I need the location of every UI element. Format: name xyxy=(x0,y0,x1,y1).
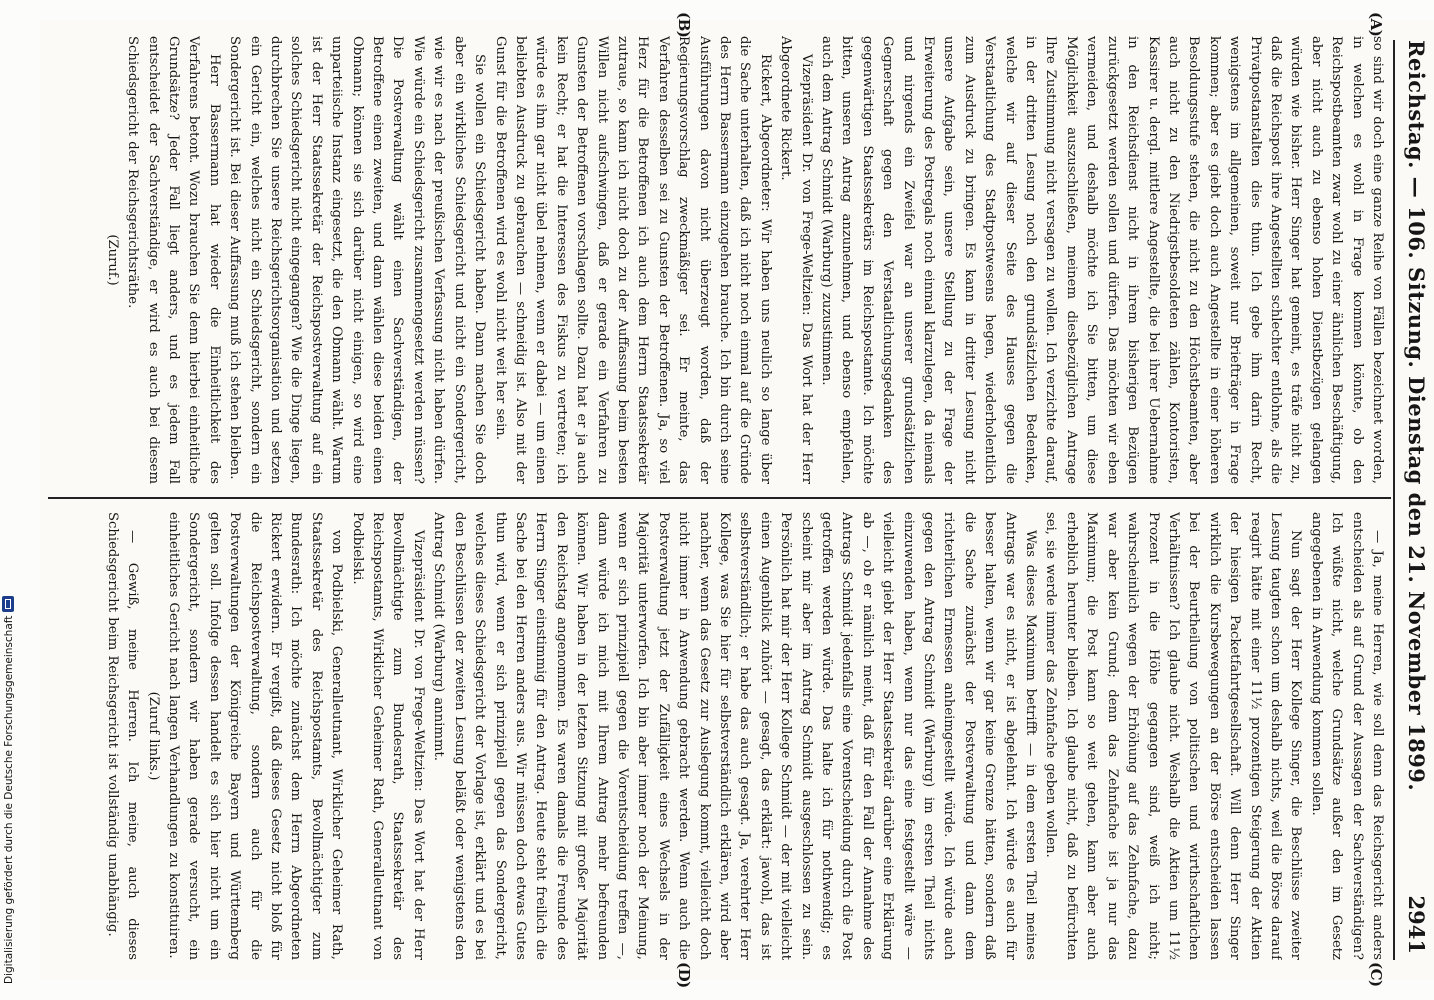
speaker-paragraph: Vizepräsident Dr. von Frege-Weltzien: Das Wort hat der Herr Abgeordnete Rickert. xyxy=(778,36,814,484)
paragraph: Nun sagt der Herr Kollege Singer, die Beschlüsse zweiter Lesung taugten schon um deshalb nichts, weil die Börse darauf reagirt hätte mit einer 11½ prozentigen Steigerung der Aktien der hiesigen Packetfahrtgesellschaft. Will denn Herr Singer wirklich die Kursbewegungen an der Börse entscheiden lassen bei der Beurtheilung von politischen und wirthschaftlichen Verhältnissen? Ich glaube nicht. Weshalb die Aktien um 11½ Prozent in die Höhe gegangen sind, weiß ich nicht; wahrscheinlich wegen der Erhöhung auf das Zehnfache, dazu war aber kein Grund; denn das Zehnfache ist ja nur das Maximum; die Post kann so weit gehen, kann aber auch erheblich herunter bleiben. Ich glaube nicht, daß zu befürchten sei, sie werde immer das Zehnfache geben wollen. xyxy=(1043,512,1304,960)
right-column xyxy=(50,512,1387,960)
digitization-credit xyxy=(0,0,18,1000)
margin-letter-d: (D) xyxy=(675,962,693,988)
paragraph: Herr Bassermann hat wieder die Einheitlichkeit des Verfahrens betont. Wozu brauchen Sie denn hierbei einheitliche Grundsätze? Jeder Fall liegt anders, und es jedem Fall entscheidet der Sachverständige, er wird es auch bei diesem Schiedsgericht der Reichsgerichtsräthe. xyxy=(125,36,222,484)
speaker-paragraph: von Podbielski, Generalleutnant, Wirklicher Geheimer Rath, Staatssekretär des Reichspostamts, Bevollmächtigter zum Bundesrath: Ich möchte zunächst dem Herrn Abgeordneten Rickert erwidern. Er vergißt, daß dieses Gesetz nicht bloß für die Reichspostverwaltung, sondern auch für die Postverwaltungen der Königreiche Bayern und Württemberg gelten soll. Infolge dessen handelt es sich hier nicht um ein Sondergericht, sondern wir haben gerade versucht, ein einheitliches Gericht nach langen Verhandlungen zu konstituiren. xyxy=(166,512,345,960)
speaker-paragraph: Vizepräsident Dr. von Frege-Weltzien: Das Wort hat der Herr Bevollmächtigte zum Bundesrath, Staatssekretär des Reichspostamts, Wirklicher Geheimer Rath, Generalleutnant von Podbielski. xyxy=(349,512,426,960)
paragraph: — Gewiß, meine Herren. Ich meine, auch dieses Schiedsgericht beim Reichsgericht ist vollständig unabhängig. xyxy=(104,512,141,960)
paragraph: Sie wollen ein Schiedsgericht haben. Dann machen Sie doch aber ein wirkliches Schiedsgericht und nicht ein Sondergericht, wie wir es nach der preußischen Verfassung nicht haben dürfen. Wie würde ein Schiedsgericht zusammengesetzt werden müssen? Die Postverwaltung wählt einen Sachverständigen, der Betroffene einen zweiten, und dann wählen diese beiden einen Obmann; können sie sich darüber nicht einigen, so wird eine unparteiische Instanz eingesetzt, die den Obmann wählt. Warum ist der Herr Staatssekretär der Reichspostverwaltung auf ein solches Schiedsgericht nicht eingegangen? Wie die Dinge liegen, durchbrechen Sie unsere Reichsgerichtsorganisation und setzen ein Gericht ein, welches nicht ein Schiedsgericht, sondern ein Sondergericht ist. Bei dieser Auffassung muß ich stehen bleiben. xyxy=(227,36,488,484)
column-divider xyxy=(48,497,1391,499)
speaker-paragraph: Rickert, Abgeordneter: Wir haben uns neulich so lange über die Sache unterhalten, daß ich nicht noch einmal auf die Gründe des Herrn Bassermann einzugehen brauche. Ich bin durch seine Ausführungen davon nicht überzeugt worden, daß der Regierungsvorschlag zweckmäßiger sei. Er meinte, das Verfahren desselben sei zu Gunsten der Betroffenen. Ja, so viel Herz für die Betroffenen ich auch dem Herrn Staatssekretär zutraue, so kann ich nicht doch zu der Auffassung beim besten Willen nicht aufschwingen, daß er gerade ein Verfahren zu Gunsten der Betroffenen vorschlagen sollte. Dazu hat er ja auch kein Recht; er hat die Interessen des Fiskus zu vertreten; ich würde es ihm gar nicht übel nehmen, wenn er dabei — um einen beliebten Ausdruck zu gebrauchen — schneidig ist. Also mit der Gunst für die Betroffenen wird es wohl nicht weit her sein. xyxy=(492,36,773,484)
page-number: 2941 xyxy=(1404,895,1429,954)
rotated-page-content xyxy=(40,12,1434,988)
paragraph: so sind wir doch eine ganze Reihe von Fällen bezeichnet worden, in welchen es wohl in Frage kommen könnte, ob den Reichspostbeamten zwar wohl zu einer ähnlichen Beschäftigung, aber nicht auch zu ebenso hohen Dienstbezügen gelangen würden wie bisher. Herr Singer hat gemeint, es träfe nicht zu, daß die Reichspost ihre Angestellten schlechter entlohne, als die Privatpostanstalten dies thun. Ich gebe ihm darin Recht, wenigstens im allgemeinen, soweit nur Briefträger in Frage kommen; aber es giebt doch auch Angestellte in einer höheren Besoldungsstufe stehen, die nicht zu den Höchstbeamten, aber auch nicht zu den Niedrigstbesoldeten zählen, Kontoristen, Kassirer u. dergl. mittlere Angestellte, die bei ihrer Uebernahme in den Reichsdienst nicht in ihrem bisherigen Bezügen zurückgesetzt werden sollen und dürfen. Das möchten wir eben vermeiden, und deshalb möchte ich Sie bitten, um diese Möglichkeit auszuschließen, meinem diesbezüglichen Antrage Ihre Zustimmung nicht versagen zu wollen. Ich verzichte darauf, in der dritten Lesung noch den grundsätzlichen Bedenken, welche wir auf dieser Seite des Hauses gegen die Verstaatlichung des Stadtpostwesens hegen, wiederholentlich zum Ausdruck zu bringen. Es kann in dritter Lesung nicht unsere Aufgabe sein, unsere Stellung zu der Frage der Erweiterung des Postregals noch einmal klarzulegen, da niemals und nirgends ein Zweifel war an unserer grundsätzlichen Gegnerschaft gegen den Verstaatlichungsgedanken des gegenwärtigen Staatssekretärs im Reichspostamte. Ich möchte bitten, unseren Antrag anzunehmen, und ebenso empfehlen, auch dem Antrag Schmidt (Warburg) zuzustimmen. xyxy=(819,36,1385,484)
credit-text: Digitalisierung gefördert durch die Deutsche Forschungsgemeinschaft xyxy=(3,615,15,984)
running-header xyxy=(1399,40,1433,960)
interjection: (Zuruf.) xyxy=(104,234,120,286)
header-rule xyxy=(1393,40,1395,960)
document-page xyxy=(40,12,1434,988)
margin-letter-a: (A) xyxy=(1367,12,1385,37)
paragraph: Was dieses Maximum betrifft — in dem ersten Theil meines Antrags war es nicht, er ist abgelehnt. Ich würde es auch für besser halten, wenn wir gar keine Grenze hätten, sondern daß die Sache zunächst der Postverwaltung und dann dem richterlichen Ermessen anheimgestellt würde. Ich würde auch gegen den Antrag Schmidt (Warburg) im ersten Theil nichts einzuwenden haben, wenn nur das eine festgestellt wäre — vielleicht giebt der Herr Staatssekretär darüber eine Erklärung ab —, ob er nämlich meint, daß für den Fall der Annahme des Antrags Schmidt jedenfalls eine Vorentscheidung durch die Post getroffen werden würde. Das halte ich für nothwendig; es scheint mir aber im Antrag Schmidt ausgeschlossen zu sein. Persönlich hat mir der Herr Kollege Schmidt — der mit vielleicht einen Augenblick zuhört — gesagt, das erklärt: jawohl, das ist selbstverständlich; er habe das auch gesagt. Ja, verehrter Herr Kollege, was Sie hier für selbstverständlich erklären, wird aber nachher, wenn das Gesetz zur Auslegung kommt, vielleicht doch nicht immer in Anwendung gebracht werden. Wenn auch die Postverwaltung jetzt der Zufälligkeit eines Wechsels in der Majorität unterworfen. Ich bin aber immer noch der Meinung, wenn er sich prinzipiell gegen die Vorentscheidung treffen —, dann würde ich mich mit Ihrem Antrag mehr befreunden können. Wir haben in der letzten Sitzung mit großer Majorität den Reichstag angenommen. Es waren damals die Freunde des Herrn Singer einstimmig für den Antrag. Heute steht freilich die Sache bei den Herren anders aus. Wir müssen doch etwas Gutes thun wird, wenn er sich prinzipiell gegen das Sondergericht, welches dieses Schiedsgericht der Vorlage ist, erklärt und es bei den Beschlüssen der zweiten Lesung beläßt oder wenigstens den Antrag Schmidt (Warburg) annimmt. xyxy=(431,512,1039,960)
paragraph: — Ja, meine Herren, wie soll denn das Reichsgericht anders entscheiden als auf Grund der Aussagen der Sachverständigen? Ich wüßte nicht, welche Grundsätze außer den im Gesetz angegebenen in Anwendung kommen sollen. xyxy=(1308,512,1385,960)
header-title: Reichstag. — 106. Sitzung. Dienstag den 21. November 1899. xyxy=(1404,40,1429,792)
margin-letter-b: (B) xyxy=(675,12,693,38)
dfg-logo-icon xyxy=(2,596,14,612)
margin-letter-c: (C) xyxy=(1367,962,1385,987)
interjection: (Zuruf links.) xyxy=(145,691,161,781)
left-column xyxy=(50,36,1387,484)
